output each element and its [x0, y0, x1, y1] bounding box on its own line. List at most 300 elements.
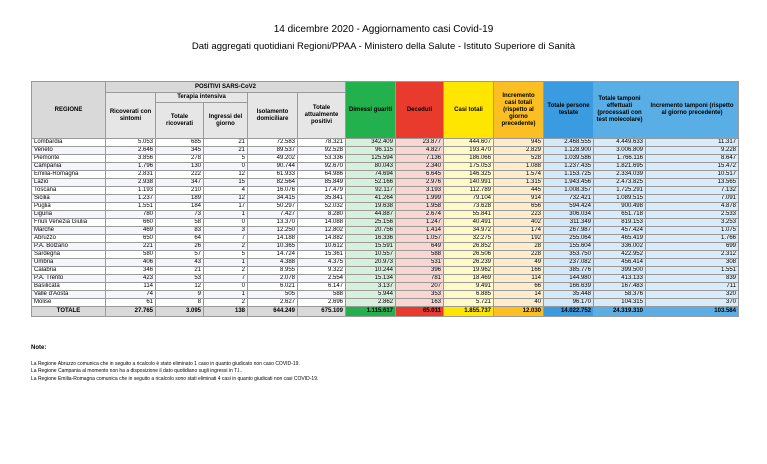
- ingressi-cell: 7: [204, 235, 248, 243]
- incremento-casi-cell: 28: [494, 243, 544, 251]
- isolamento-cell: 10.365: [248, 243, 298, 251]
- terapia-intensiva-cell: 53: [156, 275, 204, 283]
- dimessi-cell: 74.694: [346, 171, 396, 179]
- terapia-intensiva-cell: 64: [156, 235, 204, 243]
- table-row: [32, 171, 739, 179]
- dimessi-cell: 10.557: [346, 251, 396, 259]
- region-cell: P.A. Trento: [32, 275, 106, 283]
- casi-totali-cell: 5.721: [444, 299, 494, 307]
- ingressi-cell: 0: [204, 219, 248, 227]
- total-deceduti-cell: 65.011: [396, 307, 444, 317]
- isolamento-cell: 2.627: [248, 299, 298, 307]
- table-row: [32, 243, 739, 251]
- deceduti-cell: 6.645: [396, 171, 444, 179]
- deceduti-cell: 781: [396, 275, 444, 283]
- totale-positivi-cell: 17.479: [298, 187, 346, 195]
- ricoverati-cell: 1.551: [106, 203, 156, 211]
- totale-positivi-cell: 4.375: [298, 259, 346, 267]
- incremento-tamponi-cell: 15.472: [646, 163, 739, 171]
- ingressi-cell: 1: [204, 291, 248, 299]
- ricoverati-cell: 650: [106, 235, 156, 243]
- total-terapia-intensiva-cell: 3.095: [156, 307, 204, 317]
- dimessi-cell: 19.638: [346, 203, 396, 211]
- total-incremento-casi-cell: 12.030: [494, 307, 544, 317]
- tamponi-cell: 2.334.039: [594, 171, 646, 179]
- ingressi-cell: 5: [204, 251, 248, 259]
- isolamento-cell: 6.021: [248, 283, 298, 291]
- dimessi-cell: 25.156: [346, 219, 396, 227]
- casi-totali-cell: 40.491: [444, 219, 494, 227]
- tamponi-cell: 4.449.633: [594, 139, 646, 147]
- incremento-casi-cell: 402: [494, 219, 544, 227]
- dimessi-cell: 20.973: [346, 259, 396, 267]
- dimessi-cell: 125.594: [346, 155, 396, 163]
- casi-totali-cell: 34.972: [444, 227, 494, 235]
- ricoverati-cell: 660: [106, 219, 156, 227]
- incremento-tamponi-cell: 1.766: [646, 235, 739, 243]
- header-region: REGIONE: [32, 82, 106, 139]
- region-cell: Marche: [32, 227, 106, 235]
- table-row: [32, 291, 739, 299]
- total-ingressi-cell: 138: [204, 307, 248, 317]
- table-body: [32, 139, 739, 317]
- deceduti-cell: 1.247: [396, 219, 444, 227]
- persone-testate-cell: 594.424: [544, 203, 594, 211]
- persone-testate-cell: 306.034: [544, 211, 594, 219]
- ingressi-cell: 2: [204, 299, 248, 307]
- header-ricoverati: Ricoverati con sintomi: [106, 93, 156, 139]
- note-line: La Regione Campania al momento non ha a disposizione il dato quotidiano sugli ingressi in T.I..: [31, 368, 243, 374]
- incremento-tamponi-cell: 370: [646, 299, 739, 307]
- totals-row: [32, 307, 739, 317]
- deceduti-cell: 1.414: [396, 227, 444, 235]
- tamponi-cell: 58.376: [594, 291, 646, 299]
- isolamento-cell: 61.933: [248, 171, 298, 179]
- persone-testate-cell: 267.987: [544, 227, 594, 235]
- totale-positivi-cell: 6.147: [298, 283, 346, 291]
- terapia-intensiva-cell: 278: [156, 155, 204, 163]
- header-ingressi: Ingressi del giorno: [204, 103, 248, 139]
- dimessi-cell: 3.137: [346, 283, 396, 291]
- ricoverati-cell: 1.193: [106, 187, 156, 195]
- notes-section: [31, 345, 318, 383]
- totale-positivi-cell: 64.986: [298, 171, 346, 179]
- ricoverati-cell: 469: [106, 227, 156, 235]
- terapia-intensiva-cell: 43: [156, 259, 204, 267]
- casi-totali-cell: 79.104: [444, 195, 494, 203]
- incremento-casi-cell: 49: [494, 259, 544, 267]
- total-tamponi-cell: 24.319.310: [594, 307, 646, 317]
- ricoverati-cell: 2.938: [106, 179, 156, 187]
- tamponi-cell: 900.498: [594, 203, 646, 211]
- incremento-casi-cell: 914: [494, 195, 544, 203]
- persone-testate-cell: 311.349: [544, 219, 594, 227]
- terapia-intensiva-cell: 685: [156, 139, 204, 147]
- deceduti-cell: 7.136: [396, 155, 444, 163]
- isolamento-cell: 7.427: [248, 211, 298, 219]
- dimessi-cell: 2.862: [346, 299, 396, 307]
- ingressi-cell: 3: [204, 227, 248, 235]
- deceduti-cell: 2.976: [396, 179, 444, 187]
- deceduti-cell: 2.340: [396, 163, 444, 171]
- region-cell: Calabria: [32, 267, 106, 275]
- incremento-casi-cell: 223: [494, 211, 544, 219]
- isolamento-cell: 505: [248, 291, 298, 299]
- ricoverati-cell: 406: [106, 259, 156, 267]
- table-row: [32, 235, 739, 243]
- casi-totali-cell: 55.841: [444, 211, 494, 219]
- incremento-casi-cell: 114: [494, 275, 544, 283]
- terapia-intensiva-cell: 8: [156, 299, 204, 307]
- ricoverati-cell: 580: [106, 251, 156, 259]
- persone-testate-cell: 1.039.586: [544, 155, 594, 163]
- header-incremento-casi: Incremento casi totali (rispetto al giorno precedente): [494, 82, 544, 139]
- tamponi-cell: 2.473.825: [594, 179, 646, 187]
- deceduti-cell: 353: [396, 291, 444, 299]
- region-cell: Friuli Venezia Giulia: [32, 219, 106, 227]
- terapia-intensiva-cell: 26: [156, 243, 204, 251]
- incremento-casi-cell: 945: [494, 139, 544, 147]
- deceduti-cell: 3.193: [396, 187, 444, 195]
- region-cell: Veneto: [32, 147, 106, 155]
- terapia-intensiva-cell: 57: [156, 251, 204, 259]
- incremento-tamponi-cell: 13.565: [646, 179, 739, 187]
- terapia-intensiva-cell: 184: [156, 203, 204, 211]
- casi-totali-cell: 73.628: [444, 203, 494, 211]
- tamponi-cell: 336.002: [594, 243, 646, 251]
- total-dimessi-cell: 1.115.617: [346, 307, 396, 317]
- dimessi-cell: 342.409: [346, 139, 396, 147]
- table-row: [32, 275, 739, 283]
- isolamento-cell: 4.388: [248, 259, 298, 267]
- header-casi-totali: Casi totali: [444, 82, 494, 139]
- persone-testate-cell: 2.468.555: [544, 139, 594, 147]
- terapia-intensiva-cell: 130: [156, 163, 204, 171]
- region-cell: Lazio: [32, 179, 106, 187]
- incremento-casi-cell: 14: [494, 291, 544, 299]
- tamponi-cell: 422.952: [594, 251, 646, 259]
- header-deceduti: Deceduti: [396, 82, 444, 139]
- dimessi-cell: 20.756: [346, 227, 396, 235]
- deceduti-cell: 588: [396, 251, 444, 259]
- region-cell: Umbria: [32, 259, 106, 267]
- deceduti-cell: 207: [396, 283, 444, 291]
- table-row: [32, 227, 739, 235]
- tamponi-cell: 413.133: [594, 275, 646, 283]
- tamponi-cell: 1.089.515: [594, 195, 646, 203]
- incremento-casi-cell: 1.574: [494, 171, 544, 179]
- total-totale-positivi-cell: 675.109: [298, 307, 346, 317]
- terapia-intensiva-cell: 347: [156, 179, 204, 187]
- totale-positivi-cell: 10.612: [298, 243, 346, 251]
- deceduti-cell: 1.057: [396, 235, 444, 243]
- table-row: [32, 299, 739, 307]
- header-tamponi: Totale tamponi effettuati (processati con test molecolare): [594, 82, 646, 139]
- region-cell: P.A. Bolzano: [32, 243, 106, 251]
- incremento-tamponi-cell: 1.551: [646, 267, 739, 275]
- total-ricoverati-cell: 27.765: [106, 307, 156, 317]
- tamponi-cell: 456.414: [594, 259, 646, 267]
- ricoverati-cell: 1.237: [106, 195, 156, 203]
- persone-testate-cell: 1.153.725: [544, 171, 594, 179]
- ingressi-cell: 0: [204, 163, 248, 171]
- ingressi-cell: 7: [204, 275, 248, 283]
- persone-testate-cell: 1.943.456: [544, 179, 594, 187]
- ricoverati-cell: 61: [106, 299, 156, 307]
- totale-positivi-cell: 15.361: [298, 251, 346, 259]
- deceduti-cell: 396: [396, 267, 444, 275]
- terapia-intensiva-cell: 12: [156, 283, 204, 291]
- table-row: [32, 251, 739, 259]
- incremento-casi-cell: 445: [494, 187, 544, 195]
- note-line: La Regione Emilia-Romagna comunica che in seguito a ricalcolo sono stati eliminati 4 casi in quanto giudicati non casi COVID-19.: [31, 375, 319, 382]
- dimessi-cell: 15.134: [346, 275, 396, 283]
- deceduti-cell: 23.877: [396, 139, 444, 147]
- isolamento-cell: 12.250: [248, 227, 298, 235]
- deceduti-cell: 163: [396, 299, 444, 307]
- casi-totali-cell: 146.325: [444, 171, 494, 179]
- deceduti-cell: 1.999: [396, 195, 444, 203]
- incremento-tamponi-cell: 699: [646, 243, 739, 251]
- incremento-tamponi-cell: 1.075: [646, 227, 739, 235]
- region-cell: Valle d'Aosta: [32, 291, 106, 299]
- casi-totali-cell: 444.607: [444, 139, 494, 147]
- incremento-tamponi-cell: 8.647: [646, 155, 739, 163]
- incremento-tamponi-cell: 3.253: [646, 219, 739, 227]
- isolamento-cell: 14.724: [248, 251, 298, 259]
- incremento-tamponi-cell: 839: [646, 275, 739, 283]
- isolamento-cell: 82.564: [248, 179, 298, 187]
- ingressi-cell: 0: [204, 283, 248, 291]
- region-cell: Molise: [32, 299, 106, 307]
- dimessi-cell: 15.591: [346, 243, 396, 251]
- ricoverati-cell: 1.796: [106, 163, 156, 171]
- region-cell: Abruzzo: [32, 235, 106, 243]
- tamponi-cell: 399.500: [594, 267, 646, 275]
- incremento-casi-cell: 528: [494, 155, 544, 163]
- ingressi-cell: 4: [204, 187, 248, 195]
- persone-testate-cell: 1.128.900: [544, 147, 594, 155]
- dimessi-cell: 16.336: [346, 235, 396, 243]
- isolamento-cell: 2.078: [248, 275, 298, 283]
- ingressi-cell: 12: [204, 171, 248, 179]
- persone-testate-cell: 155.604: [544, 243, 594, 251]
- table-row: [32, 211, 739, 219]
- incremento-casi-cell: 40: [494, 299, 544, 307]
- ingressi-cell: 1: [204, 211, 248, 219]
- ingressi-cell: 2: [204, 267, 248, 275]
- isolamento-cell: 13.370: [248, 219, 298, 227]
- ricoverati-cell: 74: [106, 291, 156, 299]
- ingressi-cell: 2: [204, 243, 248, 251]
- region-cell: Puglia: [32, 203, 106, 211]
- ingressi-cell: 15: [204, 179, 248, 187]
- deceduti-cell: 1.958: [396, 203, 444, 211]
- tamponi-cell: 167.483: [594, 283, 646, 291]
- casi-totali-cell: 140.991: [444, 179, 494, 187]
- incremento-casi-cell: 2.829: [494, 147, 544, 155]
- region-cell: Piemonte: [32, 155, 106, 163]
- persone-testate-cell: 1.237.435: [544, 163, 594, 171]
- terapia-intensiva-cell: 9: [156, 291, 204, 299]
- casi-totali-cell: 26.239: [444, 259, 494, 267]
- dimessi-cell: 44.887: [346, 211, 396, 219]
- table-row: [32, 147, 739, 155]
- isolamento-cell: 8.955: [248, 267, 298, 275]
- incremento-tamponi-cell: 10.517: [646, 171, 739, 179]
- incremento-tamponi-cell: 9.228: [646, 147, 739, 155]
- ricoverati-cell: 2.831: [106, 171, 156, 179]
- incremento-casi-cell: 66: [494, 283, 544, 291]
- header-totale-positivi: Totale attualmente positivi: [298, 93, 346, 139]
- incremento-casi-cell: 1.088: [494, 163, 544, 171]
- totale-positivi-cell: 52.032: [298, 203, 346, 211]
- table-row: [32, 259, 739, 267]
- incremento-casi-cell: 192: [494, 235, 544, 243]
- ricoverati-cell: 5.053: [106, 139, 156, 147]
- table-row: [32, 283, 739, 291]
- totale-positivi-cell: 85.849: [298, 179, 346, 187]
- incremento-tamponi-cell: 308: [646, 259, 739, 267]
- totale-positivi-cell: 92.670: [298, 163, 346, 171]
- total-incremento-tamponi-cell: 103.584: [646, 307, 739, 317]
- incremento-tamponi-cell: 711: [646, 283, 739, 291]
- table-row: [32, 163, 739, 171]
- region-cell: Basilicata: [32, 283, 106, 291]
- isolamento-cell: 16.076: [248, 187, 298, 195]
- header-totale-ricoverati: Totale ricoverati: [156, 103, 204, 139]
- terapia-intensiva-cell: 210: [156, 187, 204, 195]
- persone-testate-cell: 385.776: [544, 267, 594, 275]
- casi-totali-cell: 6.885: [444, 291, 494, 299]
- totale-positivi-cell: 8.280: [298, 211, 346, 219]
- dimessi-cell: 10.244: [346, 267, 396, 275]
- casi-totali-cell: 18.469: [444, 275, 494, 283]
- tamponi-cell: 1.725.291: [594, 187, 646, 195]
- incremento-tamponi-cell: 7.091: [646, 195, 739, 203]
- ingressi-cell: 21: [204, 139, 248, 147]
- incremento-tamponi-cell: 320: [646, 291, 739, 299]
- deceduti-cell: 2.674: [396, 211, 444, 219]
- region-cell: Sicilia: [32, 195, 106, 203]
- dimessi-cell: 92.117: [346, 187, 396, 195]
- total-casi-totali-cell: 1.855.737: [444, 307, 494, 317]
- terapia-intensiva-cell: 345: [156, 147, 204, 155]
- table-row: [32, 155, 739, 163]
- region-cell: Toscana: [32, 187, 106, 195]
- terapia-intensiva-cell: 21: [156, 267, 204, 275]
- deceduti-cell: 649: [396, 243, 444, 251]
- persone-testate-cell: 732.421: [544, 195, 594, 203]
- page-title: 14 dicembre 2020 - Aggiornamento casi Covid-19: [273, 24, 494, 35]
- table-row: [32, 203, 739, 211]
- header-positivi: POSITIVI SARS-CoV2: [106, 82, 346, 93]
- casi-totali-cell: 175.053: [444, 163, 494, 171]
- incremento-casi-cell: 228: [494, 251, 544, 259]
- tamponi-cell: 651.718: [594, 211, 646, 219]
- incremento-tamponi-cell: 2.533: [646, 211, 739, 219]
- ingressi-cell: 17: [204, 203, 248, 211]
- persone-testate-cell: 353.750: [544, 251, 594, 259]
- table-row: [32, 179, 739, 187]
- totale-positivi-cell: 12.802: [298, 227, 346, 235]
- incremento-casi-cell: 656: [494, 203, 544, 211]
- region-cell: Lombardia: [32, 139, 106, 147]
- persone-testate-cell: 166.639: [544, 283, 594, 291]
- ingressi-cell: 12: [204, 195, 248, 203]
- ingressi-cell: 5: [204, 155, 248, 163]
- header-incremento-tamponi: Incremento tamponi (rispetto al giorno precedente): [646, 82, 739, 139]
- terapia-intensiva-cell: 189: [156, 195, 204, 203]
- tamponi-cell: 1.821.695: [594, 163, 646, 171]
- totale-positivi-cell: 9.322: [298, 267, 346, 275]
- casi-totali-cell: 26.852: [444, 243, 494, 251]
- incremento-casi-cell: 166: [494, 267, 544, 275]
- tamponi-cell: 104.315: [594, 299, 646, 307]
- dimessi-cell: 80.043: [346, 163, 396, 171]
- deceduti-cell: 531: [396, 259, 444, 267]
- totale-positivi-cell: 2.696: [298, 299, 346, 307]
- isolamento-cell: 34.415: [248, 195, 298, 203]
- terapia-intensiva-cell: 73: [156, 211, 204, 219]
- persone-testate-cell: 237.082: [544, 259, 594, 267]
- casi-totali-cell: 112.789: [444, 187, 494, 195]
- incremento-tamponi-cell: 11.317: [646, 139, 739, 147]
- header-persone-testate: Totale persone testate: [544, 82, 594, 139]
- note-line: La Regione Abruzzo comunica che in seguito a ricalcolo è stato eliminato 1 caso in quanto giudicato non caso COVID-19.: [31, 360, 300, 367]
- total-region-cell: TOTALE: [32, 307, 106, 317]
- ingressi-cell: 1: [204, 259, 248, 267]
- incremento-tamponi-cell: 7.132: [646, 187, 739, 195]
- total-isolamento-cell: 644.249: [248, 307, 298, 317]
- dimessi-cell: 41.264: [346, 195, 396, 203]
- totale-positivi-cell: 2.554: [298, 275, 346, 283]
- ricoverati-cell: 221: [106, 243, 156, 251]
- persone-testate-cell: 144.980: [544, 275, 594, 283]
- incremento-casi-cell: 174: [494, 227, 544, 235]
- casi-totali-cell: 32.275: [444, 235, 494, 243]
- persone-testate-cell: 96.170: [544, 299, 594, 307]
- isolamento-cell: 72.583: [248, 139, 298, 147]
- casi-totali-cell: 193.470: [444, 147, 494, 155]
- table-row: [32, 187, 739, 195]
- isolamento-cell: 50.297: [248, 203, 298, 211]
- ingressi-cell: 21: [204, 147, 248, 155]
- header-terapia-intensiva: Terapia intensiva: [156, 93, 248, 103]
- ricoverati-cell: 346: [106, 267, 156, 275]
- region-cell: Campania: [32, 163, 106, 171]
- table-row: [32, 195, 739, 203]
- totale-positivi-cell: 14.882: [298, 235, 346, 243]
- ricoverati-cell: 423: [106, 275, 156, 283]
- header-dimessi: Dimessi guariti: [346, 82, 396, 139]
- tamponi-cell: 465.419: [594, 235, 646, 243]
- casi-totali-cell: 19.962: [444, 267, 494, 275]
- ricoverati-cell: 2.646: [106, 147, 156, 155]
- region-cell: Sardegna: [32, 251, 106, 259]
- dimessi-cell: 52.166: [346, 179, 396, 187]
- dimessi-cell: 96.115: [346, 147, 396, 155]
- totale-positivi-cell: 588: [298, 291, 346, 299]
- total-persone-testate-cell: 14.022.752: [544, 307, 594, 317]
- totale-positivi-cell: 53.336: [298, 155, 346, 163]
- terapia-intensiva-cell: 58: [156, 219, 204, 227]
- region-cell: Emilia-Romagna: [32, 171, 106, 179]
- page-subtitle: Dati aggregati quotidiani Regioni/PPAA - Ministero della Salute - Istituto Superiore di Sanità: [191, 41, 576, 52]
- incremento-casi-cell: 1.315: [494, 179, 544, 187]
- casi-totali-cell: 186.066: [444, 155, 494, 163]
- dimessi-cell: 5.944: [346, 291, 396, 299]
